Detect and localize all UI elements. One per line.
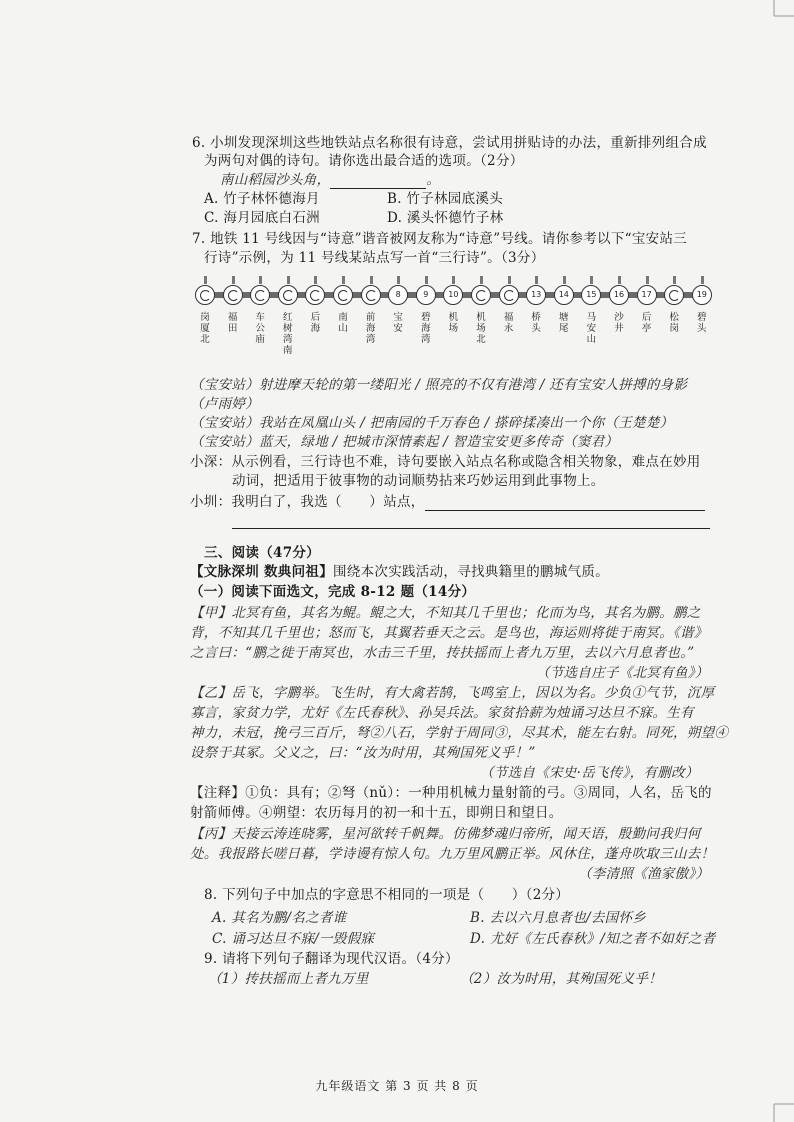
station-marker (361, 285, 381, 305)
q6-given-line (220, 171, 440, 189)
q6-stem-line1: 6. 小圳发现深圳这些地铁站点名称很有诗意，尝试用拼贴诗的办法，重新排列组合成 (192, 135, 707, 151)
station-marker (305, 285, 325, 305)
section3-intro-text: 围绕本次实践活动，寻找典籍里的鹏城气质。 (333, 564, 609, 580)
station-name: 红树湾南 (283, 312, 293, 356)
station-tick (701, 276, 704, 284)
station-name: 松岗 (669, 312, 679, 334)
station-marker (250, 285, 270, 305)
station-tick (259, 276, 262, 284)
station-marker: 10 (443, 285, 463, 305)
q6-stem-line2: 为两句对偶的诗句。请你选出最合适的选项。（2分） (204, 153, 524, 169)
q8-stem: 8. 下列句子中加点的字意思不相同的一项是（ ）（2分） (204, 887, 570, 903)
q9-sentence-1: （1）抟扶摇而上者九万里 (208, 971, 369, 987)
yi-source: （节选自《宋史·岳飞传》，有删改） (480, 765, 699, 781)
station-tick (425, 276, 428, 284)
station-name: 碧头 (697, 312, 707, 334)
q8-option-a[interactable]: A. 其名为鹏/名之者谁 (212, 910, 347, 926)
yi-line1: 【乙】岳飞，字鹏举。飞生时，有大禽若鹄，飞鸣室上，因以为名。少负①气节，沉厚 (190, 685, 715, 701)
q6-option-b[interactable]: B. 竹子林园底溪头 (387, 191, 504, 207)
station-tick (342, 276, 345, 284)
q8-option-d[interactable]: D. 尤好《左氏春秋》/知之者不如好之者 (470, 931, 716, 947)
station-tick (673, 276, 676, 284)
station-tick (314, 276, 317, 284)
station-marker (471, 285, 491, 305)
yi-line2: 寡言，家贫力学，尤好《左氏春秋》、孙吴兵法。家贫拾薪为烛诵习达旦不寐。生有 (190, 705, 694, 721)
q8-option-b[interactable]: B. 去以六月息者也/去国怀乡 (470, 910, 647, 926)
jia-line1: 【甲】北冥有鱼，其名为鲲。鲲之大，不知其几千里也；化而为鸟，其名为鹏。鹏之 (190, 605, 701, 621)
q7-answer-blank-2[interactable] (232, 514, 710, 529)
station-name: 塘尾 (559, 312, 569, 334)
station-name: 福田 (227, 312, 238, 334)
q7-stem-line1: 7. 地铁 11 号线因与“诗意”谐音被网友称为“诗意”号线。请你参考以下“宝安站三 (192, 231, 688, 247)
station-name: 沙井 (614, 312, 624, 334)
station-marker: 8 (388, 285, 408, 305)
station-marker: 15 (581, 285, 601, 305)
station-name: 马安山 (586, 312, 597, 345)
station-tick (508, 276, 511, 284)
q6-option-d[interactable]: D. 溪头怀德竹子林 (387, 210, 504, 226)
station-marker: 16 (609, 285, 629, 305)
station-name: 福永 (503, 312, 514, 334)
station-tick (590, 276, 593, 284)
station-tick (480, 276, 483, 284)
station-name: 机场 (448, 312, 459, 334)
station-tick (232, 276, 235, 284)
yi-line4: 设祭于其冢。父义之，曰：“汝为时用，其殉国死义乎！” (190, 745, 536, 761)
bing-line2: 处。我报路长嗟日暮，学诗谩有惊人句。九万里风鹏正举。风休住，蓬舟吹取三山去！ (190, 846, 715, 862)
station-marker: 9 (416, 285, 436, 305)
station-marker: 19 (692, 285, 712, 305)
jia-line2: 背，不知其几千里也；怒而飞，其翼若垂天之云。是鸟也，海运则将徙于南冥。《谐》 (190, 625, 708, 641)
q7-stem-line2: 行诗”示例，为 11 号线某站点写一首“三行诗”。（3分） (204, 250, 545, 266)
example-1-author: （卢雨婷） (190, 396, 259, 412)
q6-option-c[interactable]: C. 海月园底白石洲 (204, 210, 320, 226)
example-2: （宝安站）我站在凤凰山头 / 把南园的千万春色 / 搽碎揉凑出一个你（王楚楚） (190, 415, 674, 431)
xiaoshen-line2: 动词，把适用于彼事物的动词顺势拈来巧妙运用到此事物上。 (232, 473, 605, 489)
bing-source: （李清照《渔家傲》） (578, 866, 710, 882)
bing-line1: 【丙】天接云涛连晓雾，星河欲转千帆舞。仿佛梦魂归帝所，闻天语，殷勤问我归何 (190, 826, 701, 842)
section3-title: 三、阅读（47分） (204, 545, 320, 561)
q9-stem: 9. 请将下列句子翻译为现代汉语。（4分） (204, 951, 459, 967)
station-marker: 13 (526, 285, 546, 305)
station-tick (287, 276, 290, 284)
station-marker (664, 285, 684, 305)
station-tick (646, 276, 649, 284)
station-marker: 14 (554, 285, 574, 305)
station-name: 南山 (338, 312, 348, 334)
station-marker (195, 285, 215, 305)
q8-option-c[interactable]: C. 诵习达旦不寐/一毁假寐 (212, 931, 375, 947)
station-name: 后亭 (641, 312, 652, 334)
xiaoshen-line1: 小深：从示例看，三行诗也不难，诗句要嵌入站点名称或隐含相关物象，难点在妙用 (190, 454, 701, 470)
station-tick (618, 276, 621, 284)
q6-given: 南山稻园沙头角， (220, 172, 331, 188)
q6-answer-blank[interactable] (330, 174, 426, 189)
yi-line3: 神力，未冠，挽弓三百斤，弩②八石，学射于周同③，尽其术，能左右射。同死，朔望④ (190, 725, 729, 741)
notes-line2: 射箭师傅。④朔望：农历每月的初一和十五，即朔日和望日。 (190, 805, 563, 821)
station-tick (397, 276, 400, 284)
station-marker (278, 285, 298, 305)
q9-sentence-2: （2）汝为时用，其殉国死义乎！ (460, 971, 663, 987)
crop-mark-bottom-right (760, 1092, 794, 1122)
station-name: 碧海湾 (421, 312, 431, 345)
reading-1-heading: （一）阅读下面选文，完成 8-12 题（14分） (190, 584, 476, 600)
xiaozhen-text: 小圳：我明白了，我选（ ）站点， (190, 494, 425, 510)
notes-line1: 【注释】①负：具有；②弩（nǔ）：一种用机械力量射箭的弓。③周同，人名，岳飞的 (190, 785, 712, 801)
station-tick (204, 276, 207, 284)
example-1: （宝安站）射进摩天轮的第一缕阳光 / 照亮的不仅有港湾 / 还有宝安人拼搏的身影 (190, 377, 688, 393)
section3-intro-heading: 【文脉深圳 数典问祖】 (190, 564, 333, 580)
xiaozhen-line (190, 493, 705, 511)
station-name: 岗厦北 (200, 312, 210, 345)
station-tick (535, 276, 538, 284)
page-footer: 九年级语文 第 3 页 共 8 页 (315, 1079, 479, 1093)
q6-option-a[interactable]: A. 竹子林怀德海月 (204, 191, 320, 207)
station-tick (370, 276, 373, 284)
station-name: 桥头 (531, 312, 541, 334)
station-name: 后海 (310, 312, 321, 334)
crop-mark-top-right (760, 0, 794, 30)
station-marker (333, 285, 353, 305)
jia-source: （节选自庄子《北冥有鱼》） (536, 665, 709, 681)
station-name: 机场北 (476, 312, 486, 345)
q6-period: 。 (426, 172, 441, 188)
station-marker: 17 (637, 285, 657, 305)
station-name: 前海湾 (365, 312, 376, 345)
section3-intro (190, 563, 609, 581)
station-tick (452, 276, 455, 284)
station-marker (223, 285, 243, 305)
station-name: 车公庙 (255, 312, 265, 345)
station-tick (563, 276, 566, 284)
station-name: 宝安 (393, 312, 403, 334)
station-marker (499, 285, 519, 305)
jia-line3: 之言曰：“鹏之徙于南冥也，水击三千里，抟扶摇而上者九万里，去以六月息者也。” (190, 645, 695, 661)
q7-answer-blank-1[interactable] (425, 496, 705, 511)
example-3: （宝安站）蓝天，绿地 / 把城市深情素起 / 智造宝安更多传奇（窦君） (190, 434, 619, 450)
